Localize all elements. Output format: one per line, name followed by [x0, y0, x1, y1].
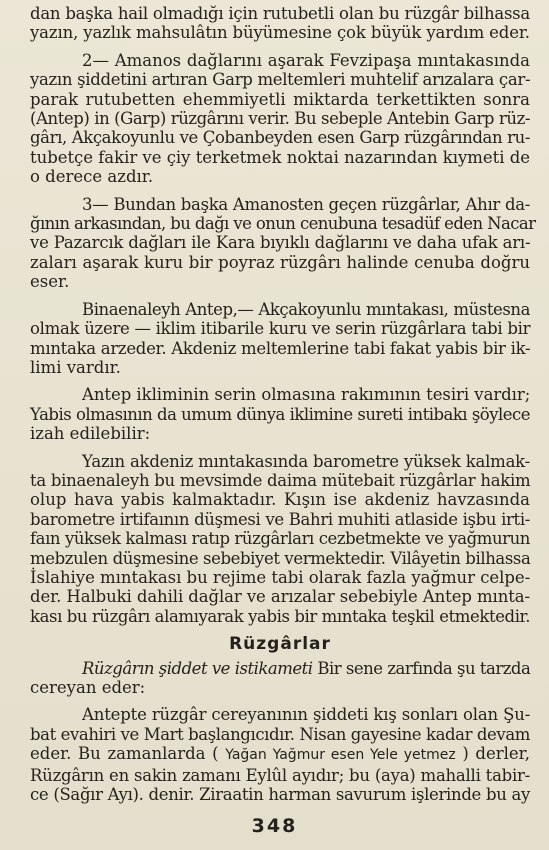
- text-line: faın yüksek kalması ratıp rüzgârları cezbetmekte ve yağmurun: [30, 529, 530, 549]
- text-line: gârı, Akçakoyunlu ve Çobanbeyden esen Garp rüzgârından ru-: [30, 128, 530, 148]
- paragraph-ruzgar-siddeti: [30, 705, 530, 804]
- subsection-title-line: [30, 659, 530, 678]
- subsection-title-rest: Bir sene zarfında şu tarzda: [312, 658, 531, 678]
- page-number: 348: [251, 815, 298, 837]
- text-fragment: ) derler,: [455, 744, 530, 764]
- text-line: 3— Bundan başka Amanosten geçen rüzgârlar, Ahır da-: [82, 194, 530, 214]
- text-line: yazın, yazlık mahsulâtın büyümesine çok büyük yardım eder.: [30, 23, 530, 43]
- paragraph-continuation: [30, 4, 530, 43]
- text-line: barometre irtifaının düşmesi ve Bahri muhiti atlaside işbu irti-: [30, 509, 530, 529]
- subsection-intro: [30, 659, 530, 698]
- text-line: ğının arkasından, bu dağı ve onun cenubuna tesadüf eden Nacar: [30, 214, 536, 234]
- paragraph-barometre: [30, 452, 530, 627]
- text-line: tubetçe fakir ve çiy terketmek noktai nazarından kıymeti de: [30, 147, 530, 167]
- text-line: Yazın akdeniz mıntakasında barometre yüksek kalmak-: [82, 451, 530, 471]
- text-line: (Antep) in (Garp) rüzgârını verir. Bu sebeple Antebin Garp rüz-: [30, 109, 530, 129]
- text-line: yazın şiddetini artıran Garp meltemleri muhtelif arızalara çar-: [30, 70, 531, 90]
- text-line: parak rutubetten ehemmiyetli miktarda terkettikten sonra: [30, 89, 530, 109]
- text-line: ve Pazarcık dağları ile Kara bıyıklı dağlarını ve daha ufak arı-: [30, 233, 531, 253]
- text-line: der. Halbuki dahili dağlar ve arızalar sebebiyle Antep mınta-: [30, 587, 530, 607]
- subsection-title: Rüzgârın şiddet ve istikameti: [82, 658, 313, 678]
- text-line: İslahiye mıntakası bu rejime tabi olarak fazla yağmur celpe-: [30, 567, 531, 587]
- text-line: zaları aşarak kuru bir poyraz rüzgârı halinde cenuba doğru: [30, 252, 530, 272]
- text-line: kası bu rüzgârı alamıyarak yabis bir mıntaka teşkil etmektedir.: [30, 606, 531, 626]
- page-body: [30, 4, 536, 805]
- text-line: Antepte rüzgâr cereyanının şiddeti kış sonları olan Şu-: [82, 705, 531, 725]
- text-line: olmak üzere — iklim itibarile kuru ve serin rüzgârlara tabi bir: [30, 319, 531, 339]
- paragraph-binaenaleyh: [30, 300, 530, 378]
- text-line: ta binaenaleyh bu mevsimde daima mütebait rüzgârlar hakim: [30, 470, 531, 490]
- text-line: izah edilebilir:: [30, 424, 151, 444]
- text-line: mıntaka arzeder. Akdeniz meltemlerine tabi fakat yabis bir ik-: [30, 338, 531, 358]
- text-line: olup hava yabis kalmaktadır. Kışın ise akdeniz havzasında: [30, 490, 530, 510]
- text-line: eser.: [30, 272, 70, 292]
- local-saying: Yağan Yağmur esen Yele yetmez: [225, 747, 456, 764]
- text-fragment: eder. Bu zamanlarda (: [30, 744, 226, 764]
- section-heading: Rüzgârlar: [229, 634, 331, 655]
- text-line-with-saying: [30, 744, 530, 765]
- text-line: Antep ikliminin serin olmasına rakımının tesiri vardır;: [82, 385, 531, 405]
- text-line: bat evahiri ve Mart başlangıcıdır. Nisan gayesine kadar devam: [30, 724, 530, 744]
- text-line: Binaenaleyh Antep,— Akçakoyunlu mıntakası, müstesna: [82, 299, 530, 319]
- paragraph-poyraz: [30, 194, 536, 292]
- text-line: Rüzgârın en sakin zamanı Eylûl ayıdır; bu (aya) mahalli tabir-: [30, 765, 530, 785]
- text-line: cereyan eder:: [30, 678, 146, 697]
- text-line: Yabis olmasının da umum dünya iklimine sureti intibakı şöylece: [30, 404, 530, 424]
- text-line: 2— Amanos dağlarını aşarak Fevzipaşa mıntakasında: [82, 50, 530, 70]
- text-line: mebzulen düşmesine sebebiyet vermektedir. Vilâyetin bilhassa: [30, 548, 531, 568]
- text-line: o derece azdır.: [30, 167, 154, 187]
- text-line: ce (Sağır Ayı). denir. Ziraatin harman savurum işlerinde bu ay: [30, 785, 530, 805]
- text-line: dan başka hail olmadığı için rutubetli olan bu rüzgâr bilhassa: [30, 4, 530, 23]
- paragraph-amanos-meltem: [30, 51, 530, 187]
- text-line: limi vardır.: [30, 357, 121, 377]
- paragraph-iklim: [30, 385, 530, 443]
